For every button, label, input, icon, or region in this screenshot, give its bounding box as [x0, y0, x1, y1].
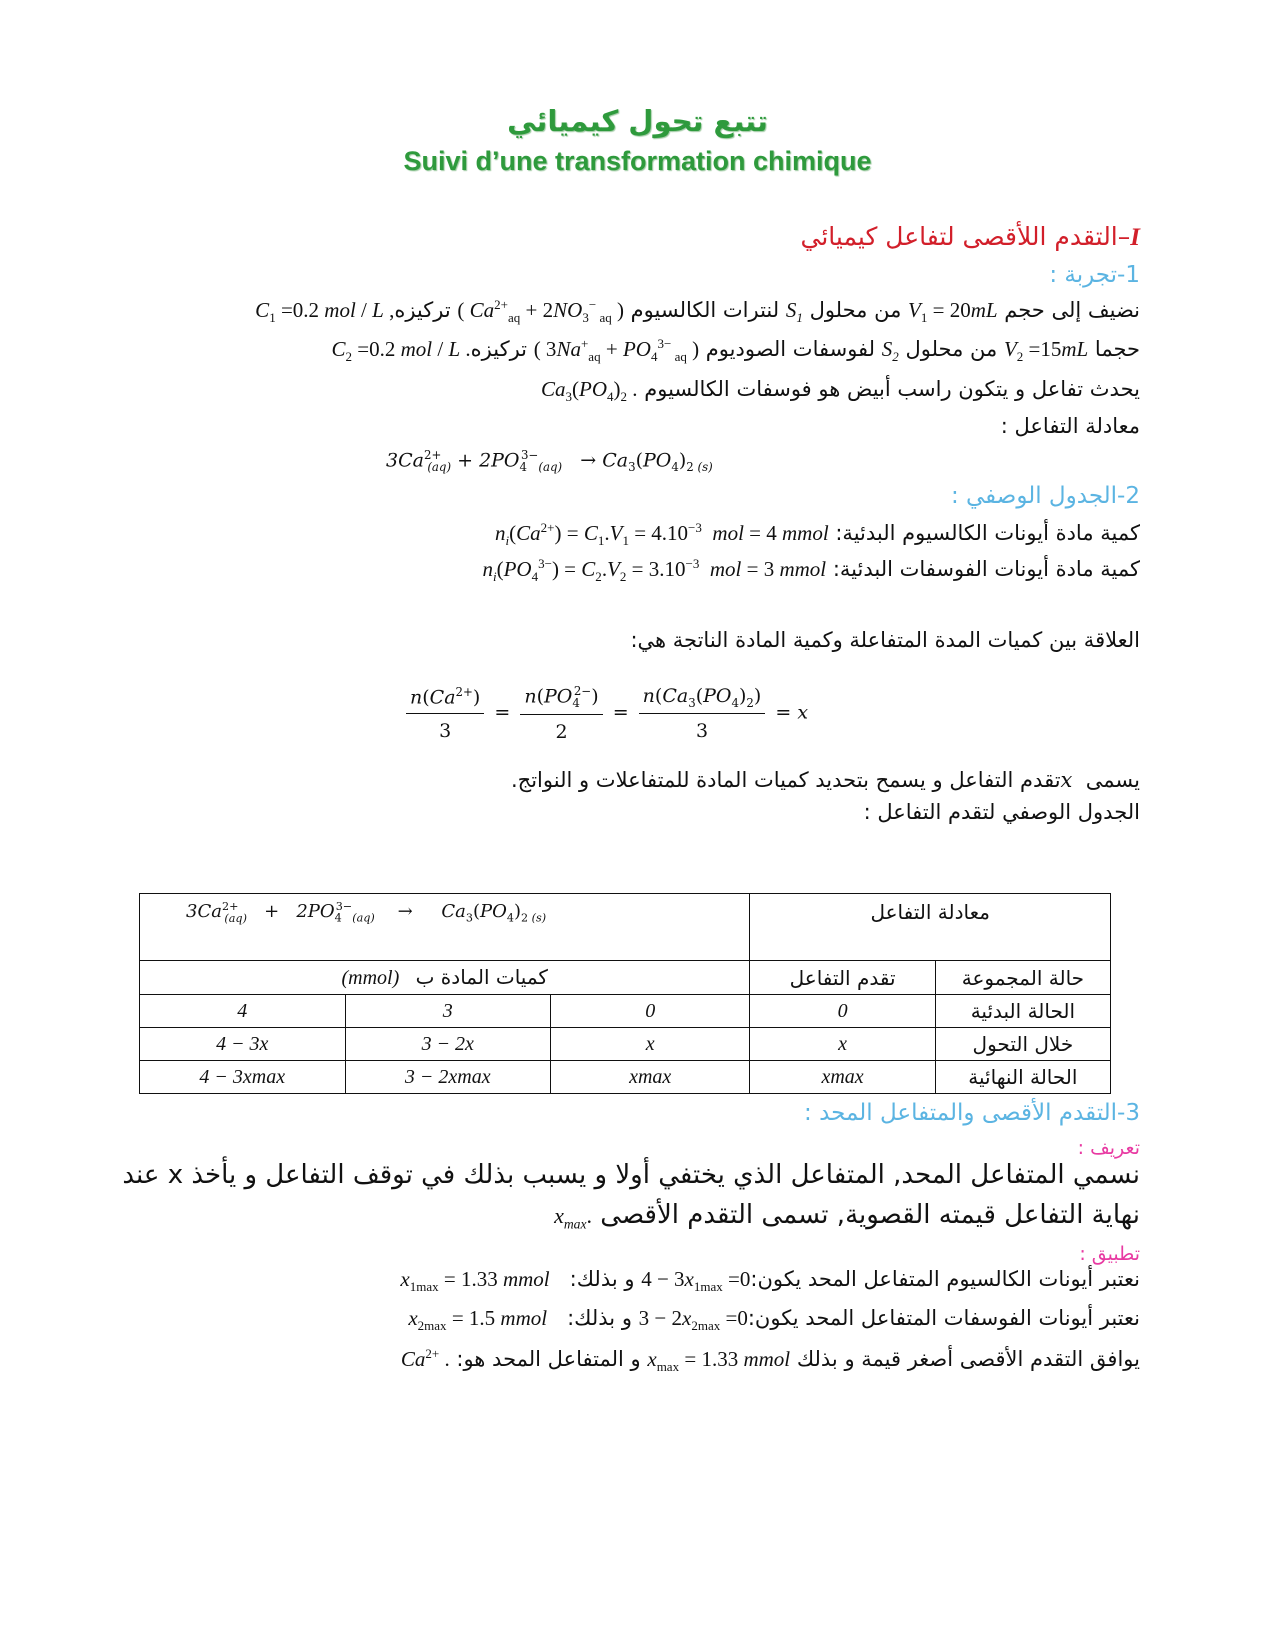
text: نعتبر أيونات الكالسيوم المتفاعل المحد يكون:	[750, 1267, 1140, 1291]
state-cell: الحالة البدئية	[935, 995, 1110, 1028]
table-row	[140, 995, 1111, 1028]
text: تقدم التفاعل و يسمح بتحديد كميات المادة للمتفاعلات و النواتج.	[510, 768, 1061, 792]
relation-equation: $\frac{n(Ca^{2+})}{3}$ = $\frac{n(PO_4^{2-})}{2}$ = $\frac{n(Ca_3(PO_4)_2)}{3}$ = x	[402, 684, 808, 743]
text: يحدث تفاعل و يتكون راسب أبيض هو فوسفات الكالسيوم	[644, 377, 1140, 401]
quantities-header-cell	[140, 961, 750, 995]
text: يسمى	[1085, 768, 1140, 792]
section-1-title: –التقدم اللأقصى لتفاعل كيميائي	[800, 222, 1131, 251]
calcium-cell: 4 − 3xmax	[140, 1061, 346, 1094]
text: لنترات الكالسيوم	[630, 298, 780, 322]
reaction-equation: $3Ca^{2+}_{(aq)} + 2PO_4^{3-}_{(aq)} \to Ca_3(PO_4)_{2 (s)}$	[386, 448, 713, 475]
text: كمية مادة أيونات الفوسفات البدئية:	[832, 557, 1140, 581]
product-cell: 0	[550, 995, 749, 1028]
table-row	[140, 961, 1111, 995]
calcium-quantity-line: كمية مادة أيونات الكالسيوم البدئية: $n_i(Ca^{2+}) = C_1.V_1 = 4.10^{-3}$ mol = 4 mmol	[494, 520, 1140, 549]
table-caption: الجدول الوصفي لتقدم التفاعل :	[863, 800, 1140, 824]
progress-header-cell: تقدم التفاعل	[750, 961, 935, 995]
product-cell: xmax	[550, 1061, 749, 1094]
text: و بذلك:	[567, 1306, 632, 1330]
relation-text: العلاقة بين كميات المدة المتفاعلة وكمية المادة الناتجة هي:	[630, 628, 1140, 652]
progress-cell: xmax	[750, 1061, 935, 1094]
state-header-cell: حالة المجموعة	[935, 961, 1110, 995]
x-definition-text: يسمى x تقدم التفاعل و يسمح بتحديد كميات المادة للمتفاعلات و النواتج.	[510, 768, 1140, 792]
title-arabic: تتبع تحول كيميائي	[507, 104, 768, 138]
application-line-1: نعتبر أيونات الكالسيوم المتفاعل المحد يكون:4 − $3x_{1max} =0$ و بذلك: $x_{1max} = 1.33$ mmol	[400, 1267, 1140, 1295]
progress-table	[139, 893, 1111, 1094]
text: و بذلك:	[569, 1267, 635, 1291]
state-cell: خلال التحول	[935, 1028, 1110, 1061]
definition-line-1: نسمي المتفاعل المحد, المتفاعل الذي يختفي أولا و يسبب بذلك في توقف التفاعل و يأخذ x عند	[122, 1160, 1140, 1190]
text: حجما	[1094, 337, 1140, 361]
application-label: تطبيق :	[1079, 1243, 1140, 1265]
text: كمية مادة أيونات الكالسيوم البدئية:	[835, 521, 1140, 545]
text: من محلول	[905, 337, 998, 361]
table-row	[140, 1028, 1111, 1061]
title-french: Suivi d’une transformation chimique	[403, 146, 872, 176]
product-cell: x	[550, 1028, 749, 1061]
state-cell: الحالة النهائية	[935, 1061, 1110, 1094]
text: نعتبر أيونات الفوسفات المتفاعل المحد يكون:	[747, 1306, 1140, 1330]
experiment-line-1: نضيف إلى حجم $V_1 = 20mL$ من محلول $S_1$ لنترات الكالسيوم ( $Ca^{2+}_{aq} + 2NO_3^-$ $_{aq}$ ) تركيزهC$_1$ =0.2 mol / L ,	[255, 297, 1140, 326]
text: لفوسفات الصوديوم	[705, 337, 876, 361]
section-1-heading	[800, 222, 1140, 252]
equation-header-cell: معادلة التفاعل	[750, 894, 1111, 961]
text: و المتفاعل المحد هو:	[456, 1347, 641, 1371]
phosphate-cell: 3 − 2xmax	[345, 1061, 550, 1094]
experiment-line-3: يحدث تفاعل و يتكون راسب أبيض هو فوسفات الكالسيوم $Ca_3(PO_4)_2$ .	[540, 377, 1140, 405]
experiment-heading: 1-تجربة :	[1049, 262, 1140, 288]
text: تركيزه	[394, 298, 451, 322]
application-line-3: يوافق التقدم الأقصى أصغر قيمة و بذلك $x_{max} = 1.33$ mmol و المتفاعل المحد هو: $Ca^{2+}$ .	[400, 1346, 1140, 1375]
text: نهاية التفاعل قيمته القصوية, تسمى التقدم الأقصى	[600, 1200, 1140, 1230]
definition-label: تعريف :	[1077, 1137, 1140, 1159]
experiment-line-2: حجما $V_2 =15mL$ من محلول $S_2$ لفوسفات الصوديوم ( $3Na^+_{aq} + PO_4^{3-}$ $_{aq}$ ) تركيزهC$_2$ =0.2 mol / L .	[331, 336, 1140, 365]
text: من محلول	[809, 298, 902, 322]
calcium-cell: 4	[140, 995, 346, 1028]
phosphate-quantity-line: كمية مادة أيونات الفوسفات البدئية: $n_i(PO_4^{3-}) = C_2.V_2 = 3.10^{-3}$ mol = 3 mmol	[482, 556, 1140, 585]
definition-line-2: نهاية التفاعل قيمته القصوية, تسمى التقدم الأقصى $x_{max}$.	[554, 1200, 1140, 1232]
application-line-2: نعتبر أيونات الفوسفات المتفاعل المحد يكون:3 − $2x_{2max} =0$ و بذلك: $x_{2max} = 1.5$ mmol	[408, 1306, 1140, 1334]
table-row	[140, 1061, 1111, 1094]
text: تركيزه	[470, 337, 527, 361]
unit: (mmol)	[341, 967, 400, 989]
progress-cell: 0	[750, 995, 935, 1028]
phosphate-cell: 3	[345, 995, 550, 1028]
text: كميات المادة ب	[415, 965, 548, 989]
calcium-cell: 4 − 3x	[140, 1028, 346, 1061]
section-1-roman: I	[1130, 224, 1140, 251]
experiment-line-4: معادلة التفاعل :	[1000, 414, 1140, 438]
text: نضيف إلى حجم	[1004, 298, 1140, 322]
phosphate-cell: 3 − 2x	[345, 1028, 550, 1061]
progress-cell: x	[750, 1028, 935, 1061]
equation-cell: $3Ca^{2+}_{(aq)} + 2PO_4^{3-}_{(aq)}$ → $Ca_3(PO_4)_{2 (s)}$	[140, 894, 750, 961]
text: يوافق التقدم الأقصى أصغر قيمة و بذلك	[796, 1347, 1140, 1371]
descriptive-heading: 2-الجدول الوصفي :	[950, 483, 1140, 509]
section-3-heading: 3-التقدم الأقصى والمتفاعل المحد :	[804, 1100, 1140, 1126]
table-row	[140, 894, 1111, 961]
